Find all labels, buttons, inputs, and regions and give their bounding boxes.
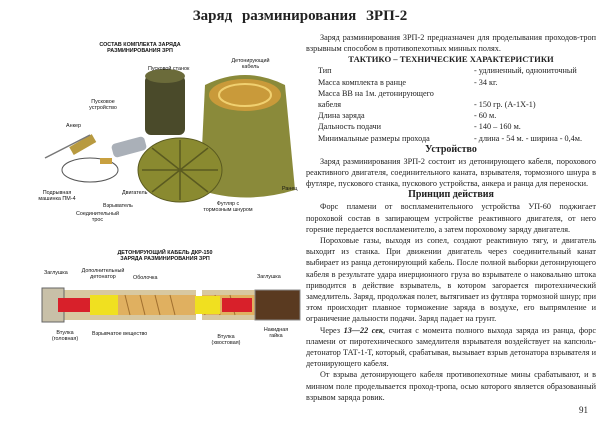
specs-list — [306, 65, 596, 143]
label-case: Футляр с тормозным шнуром — [203, 201, 253, 213]
anchor-image — [69, 134, 96, 155]
principle-paragraph: От взрыва детонирующего кабеля противопехотные мины срабатывают, и в минном поле проделывается проход-тропа, осью которого является образованный взрывом заряда ровик. — [306, 370, 596, 402]
principle-paragraph: Через 13—22 сек, считая с момента полного выхода заряда из ранца, форс пламени от пиротехнического замедлителя взрывателя воздействует на капсюль-детонатор ТАТ-1-Т, который, срабатывая, вызывает взрыв детонатора взрывателя и детонирующего кабеля. — [306, 325, 596, 369]
label-anchor: Анкер — [66, 123, 81, 129]
label-rope: Соединительный трос — [76, 211, 119, 223]
spec-row: Дальность подачи - 140 – 160 м. — [318, 122, 521, 132]
label-sleeve-head: Втулка (головная) — [51, 330, 79, 342]
label-blasting-machine: Подрывная машинка ПМ-4 — [38, 190, 76, 202]
launcher-image — [145, 75, 185, 135]
spec-row: Длина заряда - 60 м. — [318, 111, 497, 121]
label-launcher: Пусковой станок — [148, 66, 190, 72]
cable-illustration — [42, 288, 300, 322]
page-title: Заряд разминирования ЗРП-2 — [192, 8, 408, 24]
label-explosive: Взрывчатое вещество — [92, 331, 148, 337]
principle-paragraph: Форс пламени от воспламенительного устройства УП-60 поджигает пороховой состав в запирающем устройстве реактивного двигателя, от него горение передается воспламенителю, а затем пороховому заряду двигателя. — [306, 202, 596, 234]
label-plug-left: Заглушка — [44, 270, 68, 276]
figure2-title: ДЕТОНИРУЮЩИЙ КАБЕЛЬ ДКР-150 ЗАРЯДА РАЗМИНИРОВАНИЯ ЗРП — [117, 250, 213, 262]
text-column — [306, 32, 596, 403]
principle-paragraph: Пороховые газы, выходя из сопел, создают реактивную тягу, и двигатель выходит из станка. При движении двигатель через соединительный канат выбирает из ранца детонирующий кабель. После полной выборки детонирующего кабеля в результате удара инерционного груза во взрывателе о наковальню штока приводится в действие взрыватель, в котором загорается пиротехнический замедлитель. Заряд, продолжая полет, вытягивает из футляра тормозной шнур; при этом происходит плавное торможение заряда в воздухе, его выпрямление и ограничение дальности подачи. Заряд падает на грунт. — [306, 236, 596, 324]
label-cable: Детонирующий кабель — [231, 58, 270, 70]
label-extra-detonator: Дополнительный детонатор — [81, 268, 125, 280]
kit-illustration — [45, 69, 298, 202]
engine-image — [111, 136, 147, 158]
delay-time: 13—22 сек — [343, 325, 384, 335]
principle-heading: Принцип действия — [408, 189, 494, 201]
spec-row: Масса ВВ на 1м. детонирующего — [318, 88, 434, 98]
spec-row: Тип - удлиненный, однониточный — [318, 66, 577, 76]
label-sheath: Оболочка — [133, 275, 158, 281]
spec-row: Минимальные размеры прохода - длина - 54 м. - ширина - 0,4м. — [318, 133, 582, 143]
label-backpack: Ранец — [282, 186, 298, 192]
spec-row: кабеля - 150 гр. (А-1Х-1) — [318, 100, 536, 110]
intro-paragraph: Заряд разминирования ЗРП-2 предназначен для проделывания проходов-троп взрывным способом в противопехотных минных полях. — [306, 33, 596, 54]
label-engine: Двигатель — [122, 190, 148, 196]
label-plug-right: Заглушка — [257, 274, 281, 280]
label-nut: Накидная гайка — [263, 327, 289, 339]
specs-heading: ТАКТИКО – ТЕХНИЧЕСКИЕ ХАРАКТЕРИСТИКИ — [348, 54, 554, 65]
label-launch-device: Пусковое устройство — [89, 99, 117, 111]
page-number: 91 — [579, 405, 588, 415]
figure1-title: СОСТАВ КОМПЛЕКТА ЗАРЯДА РАЗМИНИРОВАНИЯ ЗРП — [99, 42, 181, 54]
device-heading: Устройство — [425, 143, 477, 155]
label-fuze: Взрыватель — [103, 203, 133, 209]
label-sleeve-tail: Втулка (хвостовая) — [211, 334, 241, 346]
device-paragraph: Заряд разминирования ЗРП-2 состоит из детонирующего кабеля, порохового реактивного двигателя, соединительного каната, взрывателя, тормозного шнура в футляре, пускового станка, пускового устройства, анкера и ранца для переноски. — [306, 156, 596, 189]
spec-row: Масса комплекта в ранце - 34 кг. — [318, 77, 498, 87]
